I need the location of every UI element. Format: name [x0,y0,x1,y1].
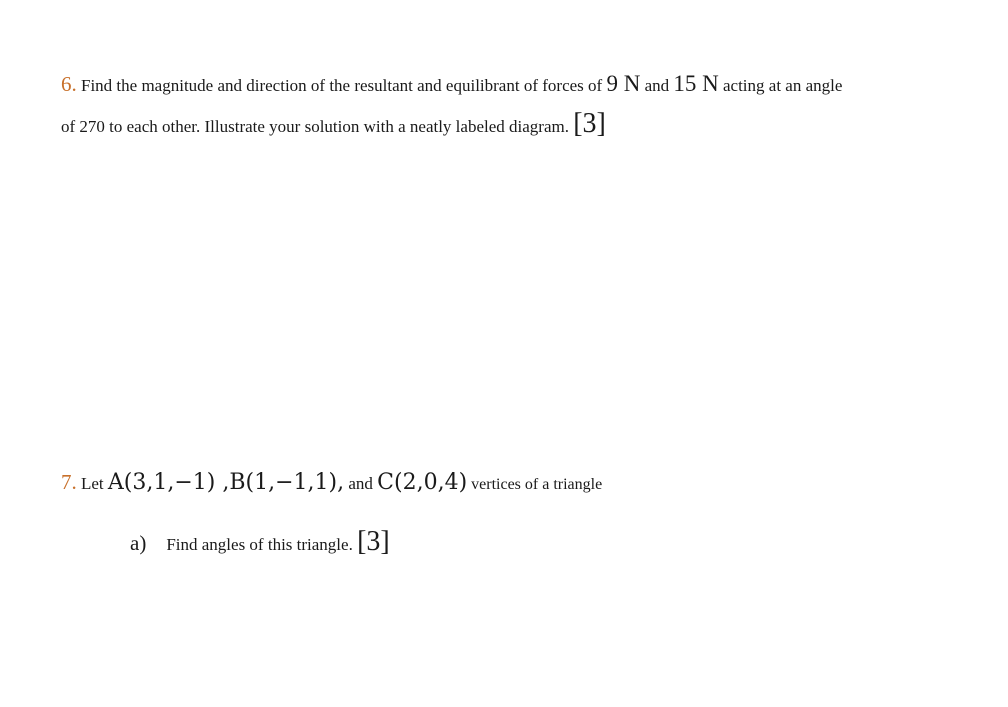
question-6-line-2 [61,110,606,138]
question-7-number: 7. [61,470,77,494]
question-7-let: Let [76,474,108,493]
part-a-label: a) [130,531,147,555]
point-c: C(2,0,4) [377,470,468,495]
question-7-line-1 [61,472,602,494]
part-a-marks: [3] [357,526,390,557]
question-6-and: and [640,76,674,95]
point-a: A(3,1,−1) [107,470,216,495]
question-6-marks: [3] [573,108,606,139]
question-6-line-1 [61,72,842,95]
part-a-text: Find angles of this triangle. [166,535,358,554]
question-7-part-a [130,528,390,556]
separator: , [215,470,230,495]
question-6-text-b: acting at an angle [718,76,843,95]
force-1: 9 N [606,71,641,96]
question-6-text-a: Find the magnitude and direction of the resultant and equilibrant of forces of [76,76,607,95]
question-6-number: 6. [61,72,77,96]
question-7-text-end: vertices of a triangle [467,476,603,493]
question-6-line-2-text: of 270 to each other. Illustrate your solution with a neatly labeled diagram. [61,117,574,136]
force-2: 15 N [673,71,719,96]
point-b: B(1,−1,1), [229,470,345,495]
question-7-and: and [344,474,378,493]
